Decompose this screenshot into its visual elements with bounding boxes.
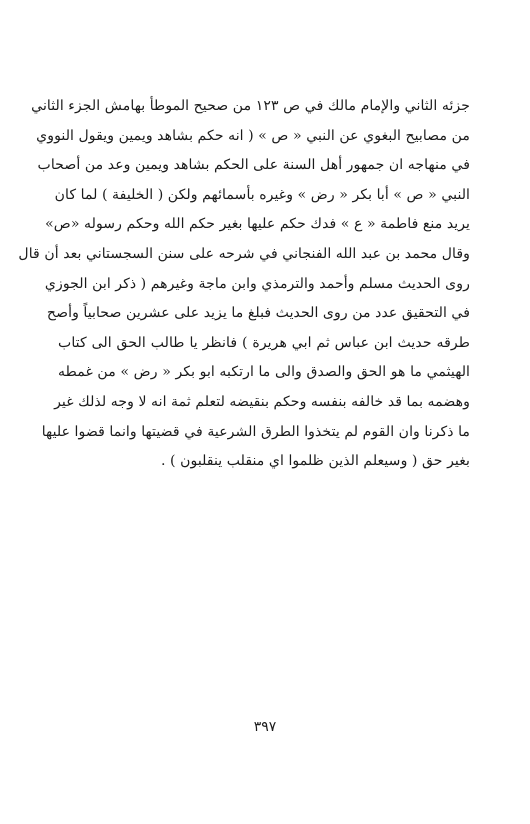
- text-line-7: روى الحديث مسلم وأحمد والترمذي وابن ماجة وغيرهم ( ذكر ابن الجوزي: [44, 275, 470, 292]
- text-line-1: جزئه الثاني والإمام مالك في ص ١٢٣ من صحيح الموطأ بهامش الجزء الثاني: [31, 98, 470, 114]
- text-line-10: الهيثمي ما هو الحق والصدق والى ما ارتكبه ابو بكر « رض » من غمطه: [58, 364, 470, 381]
- text-line-13: بغير حق ( وسيعلم الذين ظلموا اي منقلب ينقلبون ) .: [161, 453, 470, 470]
- page-number: ٣٩٧: [253, 719, 277, 735]
- text-line-9: طرقه حديث ابن عباس ثم ابي هريرة ) فانظر يا طالب الحق الى كتاب: [58, 334, 470, 351]
- text-line-11: وهضمه بما قد خالفه بنفسه وحكم بنقيضه لتعلم ثمة انه لا وجه لذلك غير: [54, 393, 470, 410]
- text-line-4: النبي « ص » أبا بكر « رض » وغيره بأسمائهم ولكن ( الخليفة ) لما كان: [54, 186, 470, 203]
- text-line-8: في التحقيق عدد من روى الحديث فبلغ ما يزيد على عشرين صحابياً وأصح: [46, 305, 470, 322]
- text-line-3: في منهاجه ان جمهور أهل السنة على الحكم بشاهد ويمين وعد من أصحاب: [37, 157, 470, 174]
- text-line-2: من مصابيح البغوي عن النبي « ص » ( انه حكم بشاهد ويمين ويقول النووي: [36, 127, 470, 144]
- body-text: [18, 92, 470, 477]
- text-line-6: وقال محمد بن عبد الله الفنجاني في شرحه على سنن السجستاني بعد أن قال: [18, 245, 470, 262]
- text-line-12: ما ذكرنا وان القوم لم يتخذوا الطرق الشرعية في قضيتها وانما قضوا عليها: [41, 423, 470, 440]
- text-line-5: يريد منع فاطمة « ع » فدك حكم عليها بغير حكم الله وحكم رسوله «ص»: [45, 216, 470, 233]
